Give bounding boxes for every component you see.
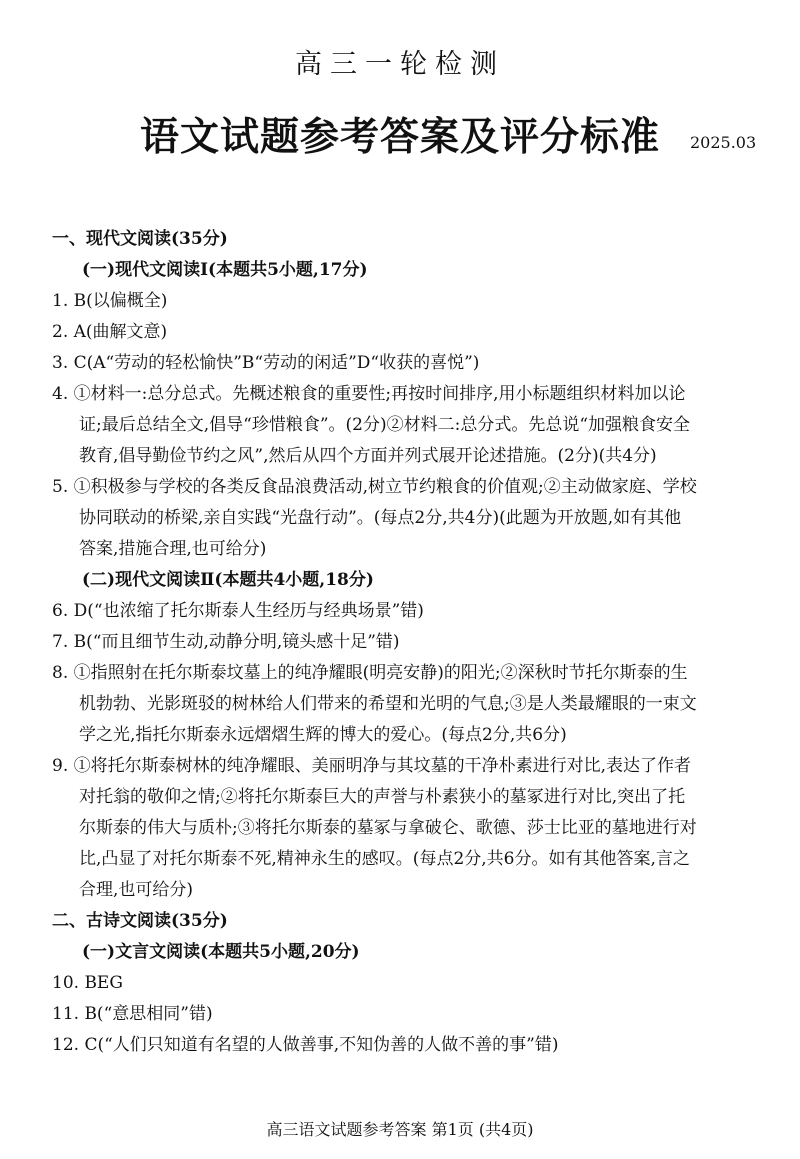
subsection-heading: (一)文言文阅读(本题共5小题,20分) [82,942,360,962]
answer-continuation: 尔斯泰的伟大与质朴;③将托尔斯泰的墓冢与拿破仑、歌德、莎士比亚的墓地进行对 [79,818,697,838]
answer-content [52,224,752,1061]
answer-continuation: 教育,倡导勤俭节约之风”,然后从四个方面并列式展开论述措施。(2分)(共4分) [79,446,657,466]
answer-item: 7. B(“而且细节生动,动静分明,镜头感十足”错) [52,632,400,652]
answer-continuation: 证;最后总结全文,倡导“珍惜粮食”。(2分)②材料二:总分式。先总说“加强粮食安全 [79,415,691,435]
answer-item: 10. BEG [52,973,123,993]
answer-continuation: 答案,措施合理,也可给分) [79,539,267,559]
answer-item: 9. ①将托尔斯泰树林的纯净耀眼、美丽明净与其坟墓的干净朴素进行对比,表达了作者 [52,756,692,776]
section-heading: 一、现代文阅读(35分) [52,229,228,249]
answer-item: 6. D(“也浓缩了托尔斯泰人生经历与经典场景”错) [52,601,424,621]
answer-item: 2. A(曲解文意) [52,322,168,342]
answer-continuation: 比,凸显了对托尔斯泰不死,精神永生的感叹。(每点2分,共6分。如有其他答案,言之 [79,849,690,869]
answer-item: 11. B(“意思相同”错) [52,1004,213,1024]
document-title: 语文试题参考答案及评分标准 [139,114,660,160]
answer-item: 4. ①材料一:总分总式。先概述粮食的重要性;再按时间排序,用小标题组织材料加以论 [52,384,686,404]
answer-item: 3. C(A“劳动的轻松愉快”B“劳动的闲适”D“收获的喜悦”) [52,353,480,373]
answer-item: 8. ①指照射在托尔斯泰坟墓上的纯净耀眼(明亮安静)的阳光;②深秋时节托尔斯泰的生 [52,663,688,683]
answer-continuation: 对托翁的敬仰之情;②将托尔斯泰巨大的声誉与朴素狭小的墓冢进行对比,突出了托 [79,787,686,807]
section-heading: 二、古诗文阅读(35分) [52,911,228,931]
answer-item: 1. B(以偏概全) [52,291,168,311]
subsection-heading: (二)现代文阅读Ⅱ(本题共4小题,18分) [82,570,374,590]
answer-item: 5. ①积极参与学校的各类反食品浪费活动,树立节约粮食的价值观;②主动做家庭、学校 [52,477,697,497]
answer-continuation: 机勃勃、光影斑驳的树林给人们带来的希望和光明的气息;③是人类最耀眼的一束文 [79,694,697,714]
exam-subtitle: 高三一轮检测 [295,49,505,80]
subsection-heading: (一)现代文阅读Ⅰ(本题共5小题,17分) [82,260,368,280]
answer-continuation: 合理,也可给分) [79,880,194,900]
answer-item: 12. C(“人们只知道有名望的人做善事,不知伪善的人做不善的事”错) [52,1035,559,1055]
document-date: 2025.03 [690,133,757,152]
answer-continuation: 协同联动的桥梁,亲自实践“光盘行动”。(每点2分,共4分)(此题为开放题,如有其他 [79,508,682,528]
answer-continuation: 学之光,指托尔斯泰永远熠熠生辉的博大的爱心。(每点2分,共6分) [79,725,567,745]
page-footer: 高三语文试题参考答案 第1页 (共4页) [266,1120,534,1139]
